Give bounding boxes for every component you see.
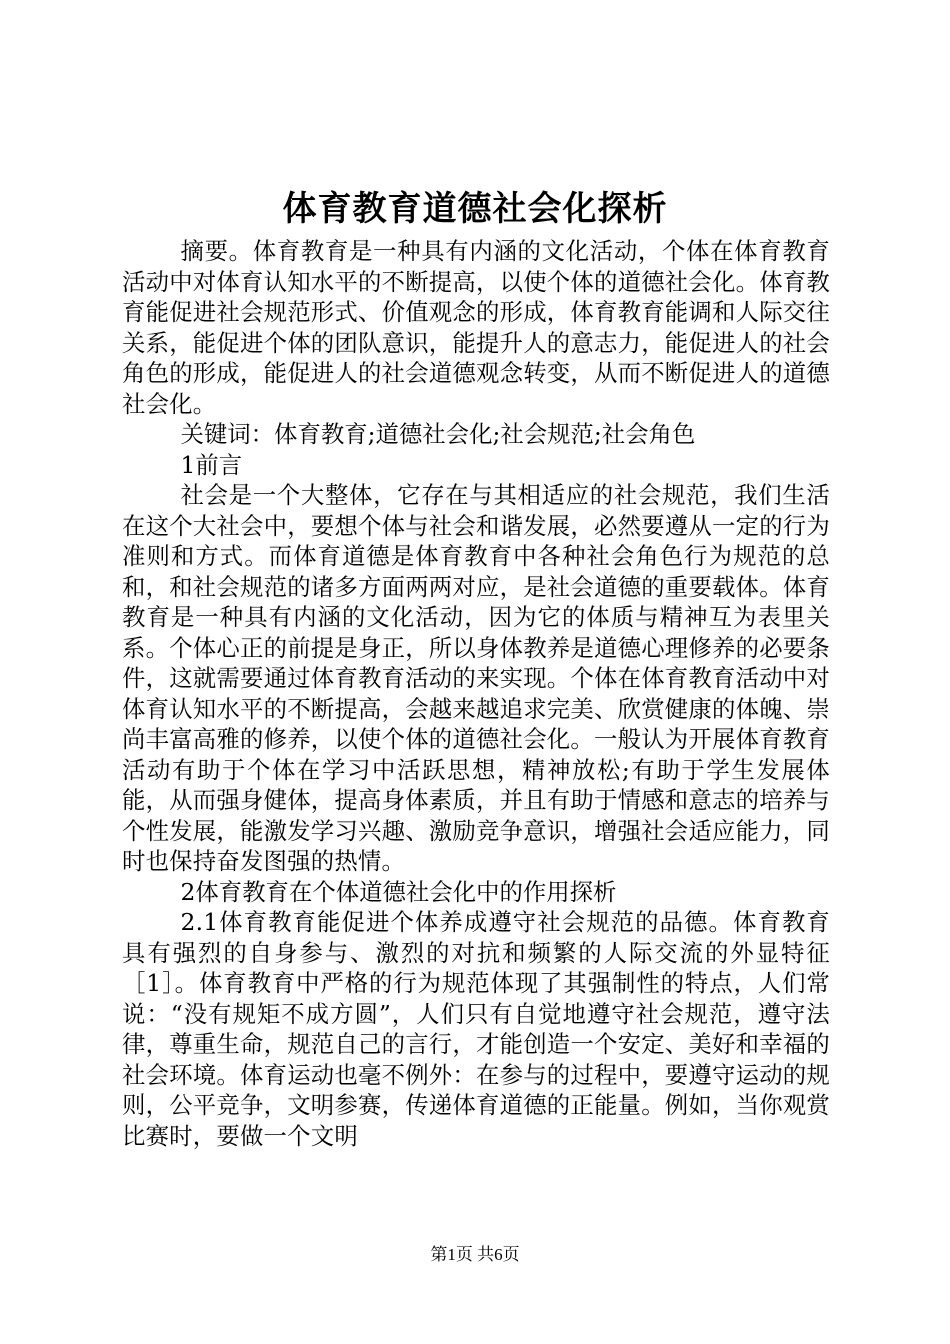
section-1-paragraph: 社会是一个大整体，它存在与其相适应的社会规范，我们生活在这个大社会中，要想个体与社会和谐发展，必然要遵从一定的行为准则和方式。而体育道德是体育教育中各种社会角色行为规范的总和，和社会规范的诸多方面两两对应，是社会道德的重要载体。体育教育是一种具有内涵的文化活动，因为它的体质与精神互为表里关系。个体心正的前提是身正，所以身体教养是道德心理修养的必要条件，这就需要通过体育教育活动的来实现。个体在体育教育活动中对体育认知水平的不断提高，会越来越追求完美、欣赏健康的体魄、崇尚丰富高雅的修养，以使个体的道德社会化。一般认为开展体育教育活动有助于个体在学习中活跃思想，精神放松;有助于学生发展体能，从而强身健体，提高身体素质，并且有助于情感和意志的培养与个性发展，能激发学习兴趣、激励竞争意识，增强社会适应能力，同时也保持奋发图强的热情。 — [122, 481, 830, 875]
abstract-paragraph: 摘要。体育教育是一种具有内涵的文化活动，个体在体育教育活动中对体育认知水平的不断提高，以使个体的道德社会化。体育教育能促进社会规范形式、价值观念的形成，体育教育能调和人际交往关系，能促进个体的团队意识，能提升人的意志力，能促进人的社会角色的形成，能促进人的社会道德观念转变，从而不断促进人的道德社会化。 — [122, 237, 830, 418]
section-1-heading: 1前言 — [180, 450, 243, 479]
document-body — [122, 236, 830, 1151]
keywords-line: 关键词：体育教育;道德社会化;社会规范;社会角色 — [180, 420, 696, 448]
section-2-1-paragraph: 2.1体育教育能促进个体养成遵守社会规范的品德。体育教育具有强烈的自身参与、激烈的对抗和频繁的人际交流的外显特征［1］。体育教育中严格的行为规范体现了其强制性的特点，人们常说：“没有规矩不成方圆”，人们只有自觉地遵守社会规范，遵守法律，尊重生命，规范自己的言行，才能创造一个安定、美好和幸福的社会环境。体育运动也毫不例外：在参与的过程中，要遵守运动的规则，公平竞争，文明参赛，传递体育道德的正能量。例如，当你观赏比赛时，要做一个文明 — [122, 908, 830, 1150]
section-2-heading: 2体育教育在个体道德社会化中的作用探析 — [180, 877, 617, 906]
document-title: 体育教育道德社会化探析 — [282, 189, 668, 229]
page-footer: 第1页 共6页 — [430, 1245, 520, 1264]
